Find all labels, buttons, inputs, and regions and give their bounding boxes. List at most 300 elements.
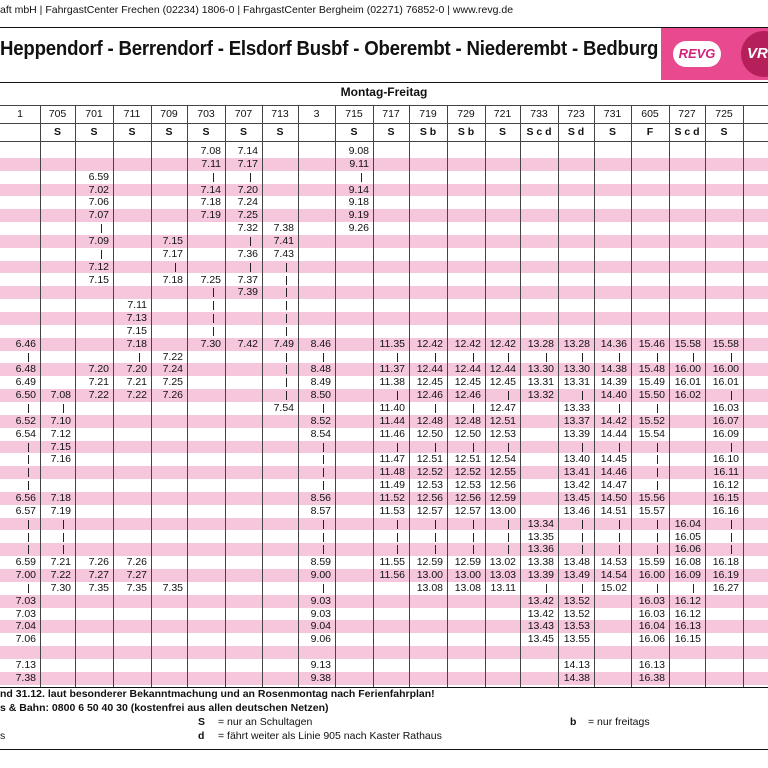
footnote-hotline: s & Bahn: 0800 6 50 40 30 (kostenfrei aus allen deutschen Netzen) [0, 702, 329, 714]
departure-time: 7.41 [273, 234, 294, 247]
departure-time: 16.38 [638, 671, 665, 684]
departure-time: 14.46 [600, 466, 627, 479]
pass-through-mark [508, 443, 509, 452]
departure-time: 7.26 [162, 389, 183, 402]
pass-through-mark [657, 404, 658, 413]
departure-time: 14.45 [600, 453, 627, 466]
departure-time: 16.06 [638, 633, 665, 646]
departure-time: 14.54 [600, 569, 627, 582]
line-number: 721 [493, 108, 512, 120]
departure-time: 8.59 [310, 556, 331, 569]
line-number: 717 [382, 108, 400, 120]
departure-time: 13.30 [563, 363, 590, 376]
departure-time: 7.20 [237, 183, 258, 196]
departure-time: 16.27 [712, 581, 739, 594]
departure-time: 11.37 [379, 363, 405, 376]
departure-time: 7.06 [15, 633, 36, 646]
pass-through-mark [323, 443, 324, 452]
row-band [0, 543, 768, 556]
pass-through-mark [28, 520, 29, 529]
departure-time: 16.13 [674, 620, 701, 633]
departure-time: 11.44 [379, 414, 405, 427]
departure-time: 13.45 [527, 633, 554, 646]
departure-time: 14.39 [600, 376, 627, 389]
pass-through-mark [28, 545, 29, 554]
departure-time: 16.03 [712, 402, 739, 414]
departure-time: 7.25 [200, 273, 221, 286]
departure-time: 12.56 [489, 479, 516, 492]
departure-time: 9.03 [310, 607, 331, 620]
pass-through-mark [213, 173, 214, 182]
departure-time: 12.51 [489, 414, 516, 427]
pass-through-mark [508, 520, 509, 529]
departure-time: 12.59 [454, 556, 481, 569]
pass-through-mark [323, 353, 324, 362]
departure-time: 6.48 [15, 363, 36, 376]
departure-time: 7.07 [88, 209, 109, 222]
departure-time: 8.46 [310, 337, 331, 350]
departure-time: 16.02 [674, 389, 701, 402]
row-band [0, 158, 768, 171]
departure-time: 8.52 [310, 414, 331, 427]
departure-time: 7.21 [126, 376, 147, 389]
departure-time: 15.54 [638, 427, 665, 440]
departure-time: 7.20 [88, 363, 109, 376]
pass-through-mark [213, 314, 214, 323]
pass-through-mark [546, 584, 547, 593]
pass-through-mark [397, 533, 398, 542]
restriction-code: S [165, 126, 173, 138]
pass-through-mark [435, 533, 436, 542]
departure-time: 15.58 [712, 337, 739, 350]
departure-time: 7.18 [200, 196, 221, 209]
pass-through-mark [213, 288, 214, 297]
pass-through-mark [323, 520, 324, 529]
departure-time: 13.48 [563, 556, 590, 569]
line-number: 709 [160, 108, 178, 120]
departure-time: 15.46 [638, 337, 665, 350]
pass-through-mark [286, 263, 287, 272]
departure-time: 7.54 [273, 402, 294, 414]
departure-time: 16.12 [674, 607, 701, 620]
line-number: 707 [234, 108, 253, 120]
departure-time: 8.48 [310, 363, 331, 376]
departure-time: 8.56 [310, 491, 331, 504]
departure-time: 12.48 [416, 414, 443, 427]
restriction-code: S [90, 126, 98, 138]
departure-time: 16.09 [674, 569, 701, 582]
pass-through-mark [473, 520, 474, 529]
pass-through-mark [397, 353, 398, 362]
departure-time: 12.57 [416, 504, 443, 517]
line-number: 701 [85, 108, 103, 120]
departure-time: 12.42 [489, 337, 516, 350]
departure-time: 16.15 [674, 633, 701, 646]
departure-time: 7.15 [50, 440, 71, 453]
pass-through-mark [731, 391, 732, 400]
departure-time: 12.59 [416, 556, 443, 569]
departure-time: 7.35 [162, 581, 183, 594]
departure-time: 12.57 [454, 504, 481, 517]
departure-time: 7.18 [50, 491, 71, 504]
departure-time: 11.40 [379, 402, 405, 414]
departure-time: 13.11 [490, 581, 516, 594]
pass-through-mark [28, 455, 29, 464]
departure-time: 7.18 [162, 273, 183, 286]
departure-time: 7.30 [200, 337, 221, 350]
pass-through-mark [619, 353, 620, 362]
departure-time: 13.00 [489, 504, 516, 517]
departure-time: 7.22 [88, 389, 109, 402]
pass-through-mark [582, 545, 583, 554]
pass-through-mark [286, 276, 287, 285]
departure-time: 13.45 [563, 491, 590, 504]
departure-time: 12.45 [489, 376, 516, 389]
line-number: 731 [603, 108, 622, 120]
departure-time: 12.53 [416, 479, 443, 492]
pass-through-mark [582, 584, 583, 593]
legend-b-key: b [570, 716, 577, 728]
pass-through-mark [731, 545, 732, 554]
pass-through-mark [435, 520, 436, 529]
departure-time: 13.03 [489, 569, 516, 582]
line-number: 711 [123, 108, 141, 120]
pass-through-mark [473, 443, 474, 452]
departure-time: 7.16 [50, 453, 71, 466]
restriction-code: S [498, 126, 506, 138]
route-title: Heppendorf - Berrendorf - Elsdorf Busbf - Oberembt - Niederembt - Bedburg [0, 38, 659, 60]
departure-time: 11.55 [379, 556, 405, 569]
departure-time: 7.38 [273, 222, 294, 235]
departure-time: 11.46 [379, 427, 405, 440]
pass-through-mark [657, 533, 658, 542]
departure-time: 6.57 [15, 504, 36, 517]
pass-through-mark [323, 584, 324, 593]
departure-time: 12.51 [416, 453, 443, 466]
restriction-code: S [276, 126, 284, 138]
pass-through-mark [286, 365, 287, 374]
departure-time: 13.39 [563, 427, 590, 440]
departure-time: 16.06 [674, 543, 701, 556]
pass-through-mark [657, 520, 658, 529]
departure-time: 16.09 [712, 427, 739, 440]
pass-through-mark [63, 520, 64, 529]
legend-s-text: = nur an Schultagen [218, 716, 313, 728]
row-band [0, 441, 768, 454]
pass-through-mark [213, 327, 214, 336]
logo-panel [661, 28, 768, 80]
pass-through-mark [28, 584, 29, 593]
row-band [0, 209, 768, 222]
departure-time: 16.11 [713, 466, 739, 479]
departure-time: 12.42 [416, 337, 443, 350]
departure-time: 8.49 [310, 376, 331, 389]
departure-time: 7.11 [127, 299, 147, 312]
departure-time: 16.12 [712, 479, 739, 492]
pass-through-mark [286, 288, 287, 297]
departure-time: 7.03 [15, 607, 36, 620]
pass-through-mark [582, 391, 583, 400]
line-number [743, 105, 768, 123]
pass-through-mark [657, 455, 658, 464]
restriction-code: S [239, 126, 247, 138]
pass-through-mark [286, 327, 287, 336]
pass-through-mark [508, 391, 509, 400]
restriction-code: S [128, 126, 136, 138]
line-number: 727 [678, 108, 696, 120]
pass-through-mark [657, 353, 658, 362]
departure-time: 9.11 [349, 157, 369, 170]
restriction-code: S [350, 126, 358, 138]
departure-time: 12.46 [416, 389, 443, 402]
departure-time: 12.50 [416, 427, 443, 440]
departure-time: 7.37 [237, 273, 258, 286]
departure-time: 16.13 [638, 659, 665, 671]
title-bar [0, 27, 768, 83]
departure-time: 7.08 [200, 145, 221, 157]
pass-through-mark [28, 353, 29, 362]
departure-time: 16.05 [674, 530, 701, 543]
departure-time: 7.27 [126, 569, 147, 582]
departure-time: 12.59 [489, 491, 516, 504]
departure-time: 13.41 [563, 466, 590, 479]
departure-time: 13.35 [527, 530, 554, 543]
departure-time: 6.59 [15, 556, 36, 569]
row-band [0, 518, 768, 531]
departure-time: 14.13 [563, 659, 590, 671]
departure-time: 14.38 [563, 671, 590, 684]
departure-time: 7.32 [237, 222, 258, 235]
pass-through-mark [397, 545, 398, 554]
pass-through-mark [101, 224, 102, 233]
departure-time: 12.52 [454, 466, 481, 479]
departure-time: 11.47 [379, 453, 405, 466]
departure-time: 11.53 [379, 504, 405, 517]
departure-time: 16.00 [712, 363, 739, 376]
line-number: 725 [715, 108, 733, 120]
pass-through-mark [657, 545, 658, 554]
departure-time: 11.56 [379, 569, 405, 582]
departure-time: 7.26 [126, 556, 147, 569]
departure-time: 7.15 [88, 273, 109, 286]
pass-through-mark [582, 533, 583, 542]
departure-time: 16.07 [712, 414, 739, 427]
pass-through-mark [323, 468, 324, 477]
departure-time: 11.48 [379, 466, 405, 479]
departure-time: 6.59 [88, 170, 109, 183]
line-number: 703 [197, 108, 215, 120]
pass-through-mark [139, 353, 140, 362]
departure-time: 9.18 [348, 196, 369, 209]
pass-through-mark [101, 250, 102, 259]
legend-d-key: d [198, 730, 205, 742]
departure-time: 7.21 [88, 376, 109, 389]
departure-time: 7.15 [126, 324, 147, 337]
legend-s-key: S [198, 716, 206, 728]
pass-through-mark [508, 545, 509, 554]
pass-through-mark [657, 481, 658, 490]
pass-through-mark [63, 545, 64, 554]
departure-time: 12.44 [454, 363, 481, 376]
departure-time: 16.03 [638, 594, 665, 607]
departure-time: 13.42 [563, 479, 590, 492]
departure-time: 13.02 [489, 556, 516, 569]
pass-through-mark [731, 443, 732, 452]
departure-time: 7.03 [15, 594, 36, 607]
pass-through-mark [473, 353, 474, 362]
departure-time: 15.49 [638, 376, 665, 389]
departure-time: 9.14 [348, 183, 369, 196]
departure-time: 7.00 [15, 569, 36, 582]
departure-time: 12.42 [454, 337, 481, 350]
column-divider [373, 106, 374, 687]
departure-time: 15.58 [674, 337, 701, 350]
pass-through-mark [435, 443, 436, 452]
pass-through-mark [619, 520, 620, 529]
departure-time: 12.53 [454, 479, 481, 492]
pass-through-mark [397, 391, 398, 400]
departure-time: 13.33 [563, 402, 590, 414]
pass-through-mark [286, 378, 287, 387]
departure-time: 11.52 [379, 491, 405, 504]
departure-time: 14.38 [600, 363, 627, 376]
departure-time: 7.35 [88, 581, 109, 594]
row-band [0, 286, 768, 299]
day-label: Montag-Freitag [340, 85, 428, 99]
restriction-code: S b [457, 126, 475, 138]
departure-time: 8.54 [310, 427, 331, 440]
departure-time: 13.42 [527, 607, 554, 620]
departure-time: 13.30 [527, 363, 554, 376]
departure-time: 13.00 [416, 569, 443, 582]
departure-time: 9.19 [348, 209, 369, 222]
pass-through-mark [582, 520, 583, 529]
departure-time: 13.42 [527, 594, 554, 607]
departure-time: 7.08 [50, 389, 71, 402]
pass-through-mark [473, 404, 474, 413]
departure-time: 7.43 [273, 247, 294, 260]
departure-time: 12.55 [489, 466, 516, 479]
departure-time: 12.48 [454, 414, 481, 427]
departure-time: 15.48 [638, 363, 665, 376]
restriction-code: S [608, 126, 616, 138]
company-contact-line: aft mbH | FahrgastCenter Frechen (02234) 1806-0 | FahrgastCenter Bergheim (02271) 76852-0 | www.revg.de [0, 4, 514, 16]
departure-time: 7.18 [126, 337, 147, 350]
departure-time: 7.19 [50, 504, 71, 517]
departure-time: 6.46 [15, 337, 36, 350]
departure-time: 14.50 [600, 491, 627, 504]
departure-time: 12.54 [489, 453, 516, 466]
restriction-code: S c d [674, 126, 700, 138]
pass-through-mark [323, 533, 324, 542]
departure-time: 14.36 [600, 337, 627, 350]
pass-through-mark [28, 443, 29, 452]
pass-through-mark [435, 353, 436, 362]
row-band [0, 235, 768, 248]
timetable [0, 83, 768, 688]
row-band [0, 261, 768, 274]
restriction-code: S [720, 126, 728, 138]
departure-time: 12.51 [454, 453, 481, 466]
departure-time: 12.46 [454, 389, 481, 402]
departure-time: 14.53 [600, 556, 627, 569]
pass-through-mark [250, 237, 251, 246]
pass-through-mark [323, 404, 324, 413]
departure-time: 13.52 [563, 607, 590, 620]
column-divider [485, 106, 486, 687]
departure-time: 7.06 [88, 196, 109, 209]
departure-time: 12.52 [416, 466, 443, 479]
departure-time: 15.59 [638, 556, 665, 569]
restriction-code: S [53, 126, 61, 138]
departure-time: 7.22 [126, 389, 147, 402]
departure-time: 13.43 [527, 620, 554, 633]
line-number: 1 [17, 108, 23, 120]
line-number: 719 [419, 108, 437, 120]
departure-time: 13.36 [527, 543, 554, 556]
departure-time: 7.12 [50, 427, 71, 440]
pass-through-mark [286, 391, 287, 400]
departure-time: 16.04 [674, 517, 701, 530]
departure-time: 16.18 [712, 556, 739, 569]
departure-time: 6.56 [15, 491, 36, 504]
pass-through-mark [508, 533, 509, 542]
departure-time: 7.10 [50, 414, 71, 427]
departure-time: 12.56 [416, 491, 443, 504]
line-number: 3 [313, 108, 320, 120]
departure-time: 9.13 [310, 659, 331, 671]
departure-time: 15.57 [638, 504, 665, 517]
departure-time: 11.38 [379, 376, 405, 389]
pass-through-mark [731, 353, 732, 362]
restriction-code: S [387, 126, 395, 138]
departure-time: 6.49 [15, 376, 36, 389]
restriction-code: F [646, 126, 654, 138]
departure-time: 7.38 [15, 671, 36, 684]
departure-time: 16.16 [712, 504, 739, 517]
line-number: 723 [567, 108, 585, 120]
pass-through-mark [619, 545, 620, 554]
pass-through-mark [28, 468, 29, 477]
pass-through-mark [63, 533, 64, 542]
pass-through-mark [286, 314, 287, 323]
pass-through-mark [731, 533, 732, 542]
line-number: 713 [271, 108, 289, 120]
departure-time: 14.40 [600, 389, 627, 402]
departure-time: 13.39 [527, 569, 554, 582]
departure-time: 13.40 [563, 453, 590, 466]
departure-time: 13.32 [527, 389, 554, 402]
legend-d-text: = fährt weiter als Linie 905 nach Kaster Rathaus [218, 730, 442, 742]
departure-time: 7.20 [126, 363, 147, 376]
pass-through-mark [657, 443, 658, 452]
restriction-code [0, 123, 40, 141]
departure-time: 7.42 [237, 337, 258, 350]
pass-through-mark [175, 263, 176, 272]
departure-time: 12.44 [416, 363, 443, 376]
departure-time: 13.08 [454, 581, 481, 594]
departure-time: 15.50 [638, 389, 665, 402]
departure-time: 7.22 [162, 350, 183, 363]
departure-time: 16.00 [674, 363, 701, 376]
departure-time: 15.52 [638, 414, 665, 427]
pass-through-mark [28, 481, 29, 490]
departure-time: 13.49 [563, 569, 590, 582]
departure-time: 16.08 [674, 556, 701, 569]
departure-time: 6.54 [15, 427, 36, 440]
departure-time: 7.22 [50, 569, 71, 582]
departure-time: 7.25 [237, 209, 258, 222]
